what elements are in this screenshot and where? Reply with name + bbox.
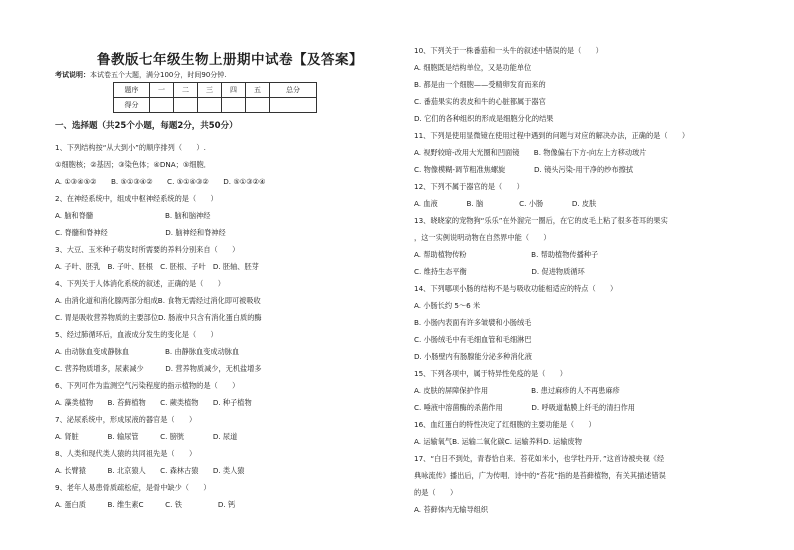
option-line: D. 它们的各种组织的形成是细胞分化的结果 [414,114,554,123]
question-line: 16、血红蛋白的特性决定了红细胞的主要功能是（ ） [414,420,596,429]
score-cell[interactable] [150,98,174,113]
option-line: C. 唾液中溶菌酶的杀菌作用 D. 呼吸道黏膜上纤毛的清扫作用 [414,403,635,412]
option-line: A. 脑和脊髓 B. 脑和脑神经 [55,211,211,220]
score-row [114,98,317,113]
score-header-cell: 总分 [270,83,317,98]
option-line: A. 子叶、胚乳 B. 子叶、胚根 C. 胚根、子叶 D. 胚轴、胚芽 [55,262,259,271]
option-line: A. 肾脏 B. 输尿管 C. 膀胱 D. 尿道 [55,432,238,441]
option-line: A. 蛋白质 B. 维生素C C. 铁 D. 钙 [55,500,236,509]
exam-title: 鲁教版七年级生物上册期中试卷【及答案】 [97,52,363,68]
question-line: 6、下列可作为监测空气污染程度的指示植物的是（ ） [55,381,240,390]
score-header-cell: 五 [246,83,270,98]
question-line: 17、“白日不到处，青春恰自来．苔花如米小，也学牡丹开．”这首诗被央视《经 [414,454,665,463]
score-header-cell: 题序 [114,83,150,98]
option-line: C. 番茄果实的表皮和牛的心脏都属于器官 [414,97,546,106]
score-header-cell: 一 [150,83,174,98]
question-line: 1、下列结构按“从大到小”的顺序排列（ ）. [55,143,206,152]
score-header-row [114,83,317,98]
question-line: 2、在神经系统中，组成中枢神经系统的是（ ） [55,194,218,203]
option-line: A. 视野较暗-改用大光圈和凹面镜 B. 物像偏右下方-向左上方移动玻片 [414,148,647,157]
option-line: A. 细胞既是结构单位，又是功能单位 [414,63,532,72]
question-line: 的是（ ） [414,488,458,497]
option-line: A. ①③④⑤② B. ⑤①③④② C. ⑤①④③② D. ⑤①③②④ [55,177,266,186]
option-line: A. 小肠长约 5～6 米 [414,301,481,310]
score-cell[interactable] [174,98,198,113]
option-line: A. 苔藓体内无输导组织 [414,505,489,514]
option-line: C. 小肠绒毛中有毛细血管和毛细淋巴 [414,335,532,344]
option-line: A. 帮助植物传粉 B. 帮助植物传播种子 [414,250,599,259]
question-line: 11、下列是使用显微镜在使用过程中遇到的问题与对应的解决办法，正确的是（ ） [414,131,690,140]
exam-note [55,70,227,80]
option-line: C. 脊髓和脊神经 D. 脑神经和脊神经 [55,228,226,237]
score-cell[interactable] [246,98,270,113]
option-line: C. 物像模糊-调节粗准焦螺旋 D. 镜头污染-用干净的纱布擦拭 [414,165,633,174]
option-line: C. 胃是吸收营养物质的主要部位D. 肠液中只含有消化蛋白质的酶 [55,313,262,322]
question-line: 15、下列各项中，属于特异性免疫的是（ ） [414,369,567,378]
option-line: C. 维持生态平衡 D. 促进物质循环 [414,267,585,276]
question-line: 13、晓晓家的宠物狗“乐乐”在外溜完一圈后，在它的皮毛上粘了很多苍耳的果实 [414,216,668,225]
question-line: 3、大豆、玉米种子萌发时所需要的养料分别来自（ ） [55,245,240,254]
score-header-cell: 三 [198,83,222,98]
score-cell[interactable] [198,98,222,113]
option-line: B. 小肠内表面有许多皱襞和小肠绒毛 [414,318,532,327]
question-line: 4、下列关于人体消化系统的叙述，正确的是（ ） [55,279,225,288]
note-label: 考试说明： [55,71,90,79]
option-line: D. 小肠壁内有肠腺能分泌多种消化液 [414,352,532,361]
score-table [113,82,317,113]
question-line: 12、下列不属于器官的是（ ） [414,182,524,191]
score-header-cell: 四 [222,83,246,98]
question-line: 7、泌尿系统中，形成尿液的器官是（ ） [55,415,197,424]
question-line: 14、下列哪项小肠的结构不是与吸收功能相适应的特点（ ） [414,284,618,293]
section-heading: 一、选择题（共25个小题，每题2分，共50分） [55,121,238,131]
question-line: 10、下列关于一株番茄和一头牛的叙述中错误的是（ ） [414,46,603,55]
question-line: ①细胞核；②基因；③染色体；④DNA；⑤细胞． [55,160,211,169]
option-line: A. 藻类植物 B. 苔藓植物 C. 蕨类植物 D. 种子植物 [55,398,252,407]
option-line: A. 皮肤的屏障保护作用 B. 患过麻疹的人不再患麻疹 [414,386,620,395]
score-cell[interactable] [270,98,317,113]
score-header-cell: 二 [174,83,198,98]
question-line: 9、老年人易患骨质疏松症，是骨中缺少（ ） [55,483,211,492]
score-row-label: 得分 [114,98,150,113]
score-cell[interactable] [222,98,246,113]
option-line: A. 血液 B. 脑 C. 小肠 D. 皮肤 [414,199,597,208]
option-line: A. 由动脉血变成静脉血 B. 由静脉血变成动脉血 [55,347,240,356]
question-line: 5、经过肺循环后，血液成分发生的变化是（ ） [55,330,218,339]
option-line: A. 由消化道和消化腺两部分组成B. 食物无需经过消化即可被吸收 [55,296,261,305]
question-line: 8、人类和现代类人猿的共同祖先是（ ） [55,449,197,458]
option-line: A. 运输氧气B. 运输二氧化碳C. 运输养料D. 运输废物 [414,437,582,446]
note-text: 本试卷五个大题，满分100分，时间90分钟. [90,71,227,79]
option-line: C. 营养物质增多，尿素减少 D. 营养物质减少，无机盐增多 [55,364,262,373]
question-line: ，这一实例说明动物在自然界中能（ ） [414,233,551,242]
option-line: B. 都是由一个细胞——受精卵发育而来的 [414,80,546,89]
question-line: 典咏流传》播出后，广为传唱．诗中的“苔花”指的是苔藓植物，有关其描述错误 [414,471,666,480]
option-line: A. 长臂猿 B. 北京猿人 C. 森林古猿 D. 类人猿 [55,466,245,475]
